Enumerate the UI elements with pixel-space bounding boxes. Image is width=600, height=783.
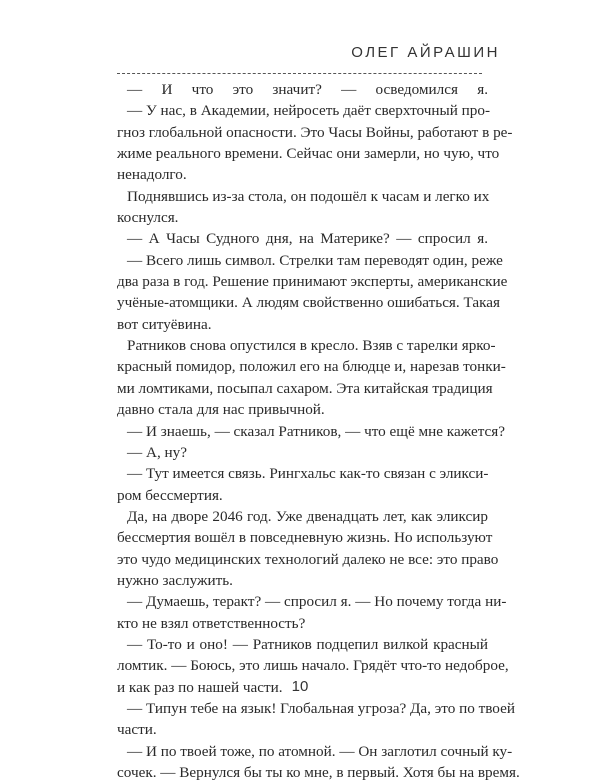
text-line: — И что это значит? — осведомился я. <box>127 81 488 98</box>
text-line: — У нас, в Академии, нейросеть даёт сверхточный про- <box>127 102 491 120</box>
text-line: кто не взял ответственность? <box>117 614 306 632</box>
text-line: Да, на дворе 2046 год. Уже двенадцать лет, как эликсир <box>127 507 488 525</box>
text-line: нужно заслужить. <box>117 571 233 589</box>
running-head-author: ОЛЕГ АЙРАШИН <box>351 44 500 61</box>
text-line: — Тут имеется связь. Рингхальс как-то связан с эликси- <box>127 465 489 483</box>
text-line: красный помидор, положил его на блюдце и, нарезав тонки- <box>117 358 506 376</box>
text-line: это чудо медицинских технологий далеко не все: это право <box>117 550 499 568</box>
text-line: вот ситуёвина. <box>117 315 212 333</box>
text-line: и как раз по нашей части. <box>117 678 283 696</box>
text-line: — Типун тебе на язык! Глобальная угроза? Да, это по твоей <box>127 699 515 717</box>
text-line: — То-то и оно! — Ратников подцепил вилкой красный <box>127 635 488 653</box>
header-dashed-rule <box>117 73 482 74</box>
text-line: сочек. — Вернулся бы ты ко мне, в первый. Хотя бы на время. <box>117 764 520 781</box>
text-line: — А Часы Судного дня, на Материке? — спросил я. <box>127 230 488 248</box>
text-line: — А, ну? <box>127 443 188 461</box>
text-line: гноз глобальной опасности. Это Часы Войны, работают в ре- <box>117 123 513 141</box>
text-line: учёные-атомщики. А людям свойственно ошибаться. Такая <box>117 294 501 312</box>
text-line: жиме реального времени. Сейчас они замерли, но чую, что <box>117 145 500 163</box>
text-line: ром бессмертия. <box>117 486 223 504</box>
text-line: — Думаешь, теракт? — спросил я. — Но почему тогда ни- <box>127 593 507 611</box>
text-line: коснулся. <box>117 209 179 227</box>
text-line: — И по твоей тоже, по атомной. — Он заглотил сочный ку- <box>127 742 513 760</box>
text-line: давно стала для нас привычной. <box>117 401 325 419</box>
text-line: Поднявшись из-за стола, он подошёл к часам и легко их <box>127 187 490 205</box>
text-line: ломтик. — Боюсь, это лишь начало. Грядёт что-то недоброе, <box>117 657 509 675</box>
text-line: ми ломтиками, посыпал сахаром. Эта китайская традиция <box>117 379 493 397</box>
text-line: бессмертия вошёл в повседневную жизнь. Но используют <box>117 529 493 547</box>
text-line: части. <box>117 721 157 739</box>
text-line: два раза в год. Решение принимают эксперты, американские <box>117 273 508 291</box>
text-line: — Всего лишь символ. Стрелки там переводят один, реже <box>127 251 503 269</box>
text-line: — И знаешь, — сказал Ратников, — что ещё мне кажется? <box>127 422 506 440</box>
page-number: 10 <box>291 678 309 695</box>
text-line: Ратников снова опустился в кресло. Взяв с тарелки ярко- <box>127 337 496 355</box>
text-line: ненадолго. <box>117 166 187 184</box>
